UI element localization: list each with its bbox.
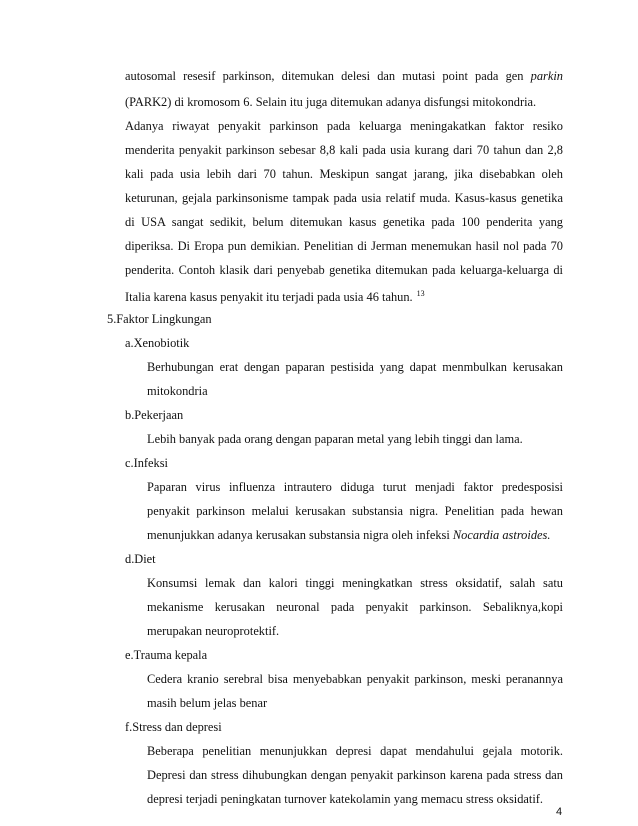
subsection-heading: c.Infeksi [125,456,169,470]
paragraph-line: Berhubungan erat dengan paparan pestisida yang dapat menmbulkan kerusakan [147,360,563,374]
subsection-heading: a.Xenobiotik [125,336,190,350]
footnote-reference: 13 [416,289,425,298]
paragraph-line: Lebih banyak pada orang dengan paparan metal yang lebih tinggi dan lama. [147,432,523,446]
paragraph-line: merupakan neuroprotektif. [147,624,280,638]
paragraph-line: di USA sangat sedikit, belum ditemukan kasus genetika pada 100 penderita yang [125,215,563,229]
italic-species-name: Nocardia astroides. [452,528,551,542]
text-span: autosomal resesif parkinson, ditemukan delesi dan mutasi point pada gen [125,69,531,83]
italic-gene-name: parkin [530,69,563,83]
paragraph-line: masih belum jelas benar [147,696,268,710]
paragraph-line: mekanisme kerusakan neuronal pada penyakit parkinson. Sebaliknya,kopi [147,600,563,614]
page-number: 4 [556,806,563,818]
paragraph-line: Depresi dan stress dihubungkan dengan penyakit parkinson karena pada stress dan [147,768,563,782]
text-span: menunjukkan adanya kerusakan substansia nigra oleh infeksi [147,528,453,542]
subsection-heading: d.Diet [125,552,156,566]
subsection-heading: f.Stress dan depresi [125,720,222,734]
paragraph-line: kali pada usia lebih dari 70 tahun. Meskipun sangat jarang, jika disebabkan oleh [125,167,563,181]
paragraph-line: mitokondria [147,384,208,398]
paragraph-line: penyakit parkinson melalui kerusakan substansia nigra. Penelitian pada hewan [147,504,563,518]
paragraph-line: menderita penyakit parkinson sebesar 8,8 kali pada usia kurang dari 70 tahun dan 2,8 [125,143,563,157]
paragraph-line: penderita. Contoh klasik dari penyebab genetika ditemukan pada keluarga-keluarga di [125,263,563,277]
paragraph-line: keturunan, gejala parkinsonisme tampak pada usia relatif muda. Kasus-kasus genetika [125,191,563,205]
paragraph-line: Adanya riwayat penyakit parkinson pada keluarga meningakatkan faktor resiko [125,119,563,133]
paragraph-line: Konsumsi lemak dan kalori tinggi meningkatkan stress oksidatif, salah satu [147,576,563,590]
paragraph-line: Beberapa penelitian menunjukkan depresi dapat mendahului gejala motorik. [147,744,563,758]
paragraph-line: depresi terjadi peningkatan turnover katekolamin yang memacu stress oksidatif. [147,792,544,806]
paragraph-line [125,286,563,305]
paragraph-line: Paparan virus influenza intrautero diduga turut menjadi faktor predesposisi [147,480,563,494]
paragraph-line [147,527,563,543]
paragraph-line: (PARK2) di kromosom 6. Selain itu juga ditemukan adanya disfungsi mitokondria. [125,95,537,109]
paragraph-line: diperiksa. Di Eropa pun demikian. Penelitian di Jerman menemukan hasil nol pada 70 [125,239,563,253]
subsection-heading: e.Trauma kepala [125,648,208,662]
subsection-heading: b.Pekerjaan [125,408,184,422]
section-heading: 5.Faktor Lingkungan [107,312,212,326]
text-span: Italia karena kasus penyakit itu terjadi pada usia 46 tahun. [125,290,413,304]
paragraph-line: Cedera kranio serebral bisa menyebabkan penyakit parkinson, meski peranannya [147,672,563,686]
paragraph-line [125,68,563,84]
